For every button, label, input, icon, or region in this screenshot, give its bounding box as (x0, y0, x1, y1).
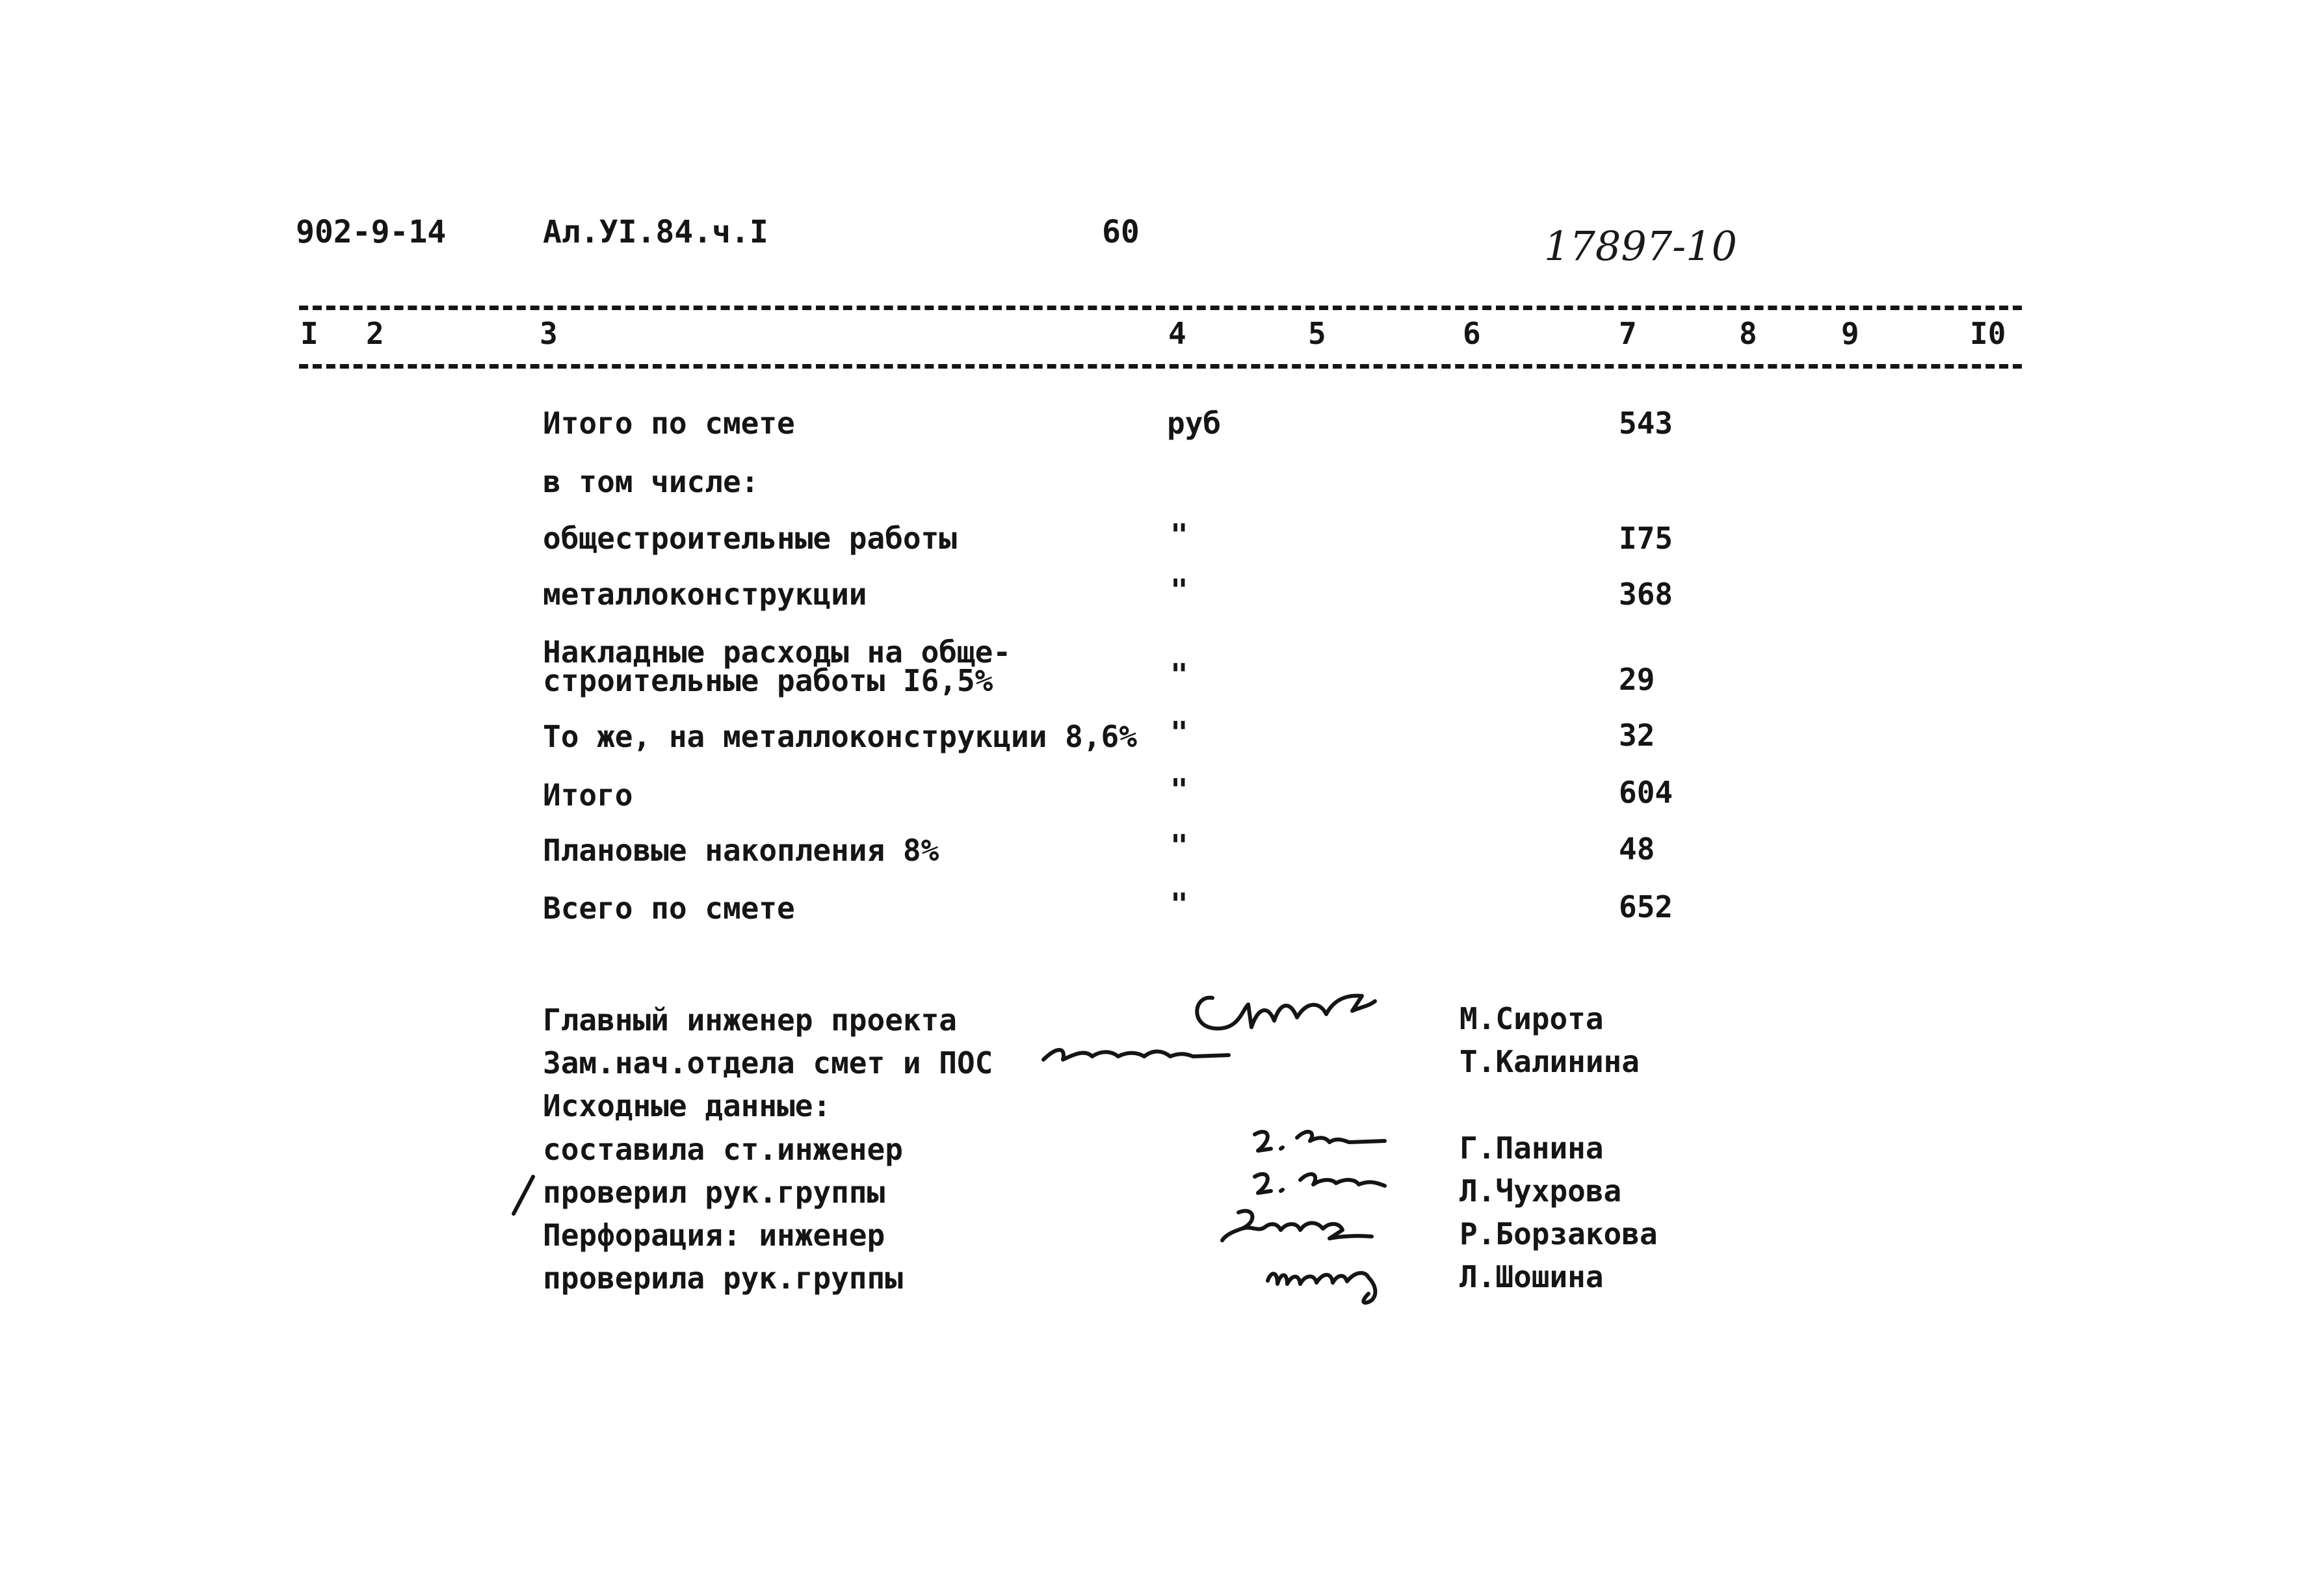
row-label: Всего по смете (543, 891, 795, 926)
row-unit: " (1170, 828, 1188, 863)
column-header-2: 2 (366, 316, 384, 351)
column-header-10: I0 (1970, 316, 2006, 351)
row-label: металлоконструкции (543, 577, 867, 612)
row-value: 652 (1619, 889, 1673, 924)
role-chief-engineer: Главный инженер проекта (543, 1002, 957, 1038)
row-value: 48 (1619, 831, 1655, 867)
row-label: в том числе: (543, 464, 759, 499)
role-deputy-head: Зам.нач.отдела смет и ПОС (543, 1045, 993, 1080)
row-value: I75 (1619, 521, 1673, 556)
signature-panina-1 (1245, 1121, 1394, 1160)
row-unit: " (1170, 657, 1188, 692)
stamp-number: 17897-10 (1544, 222, 1738, 270)
row-label: То же, на металлоконструкции 8,6% (543, 719, 1137, 754)
row-unit: " (1170, 517, 1188, 553)
row-unit: " (1170, 715, 1188, 750)
role-checked-by: проверил рук.группы (543, 1175, 885, 1210)
row-unit: руб (1167, 406, 1222, 441)
row-label-line-2: строительные работы I6,5% (543, 663, 993, 698)
name-shoshina: Л.Шошина (1460, 1259, 1604, 1294)
name-sirota: М.Сирота (1460, 1001, 1604, 1036)
signature-sirota (1186, 982, 1381, 1040)
row-value: 604 (1619, 775, 1673, 810)
name-chukhrova: Л.Чухрова (1460, 1173, 1622, 1209)
row-label-line-1: Накладные расходы на обще- (543, 634, 1012, 670)
row-label: Итого по смете (543, 406, 795, 441)
signature-shoshina (1261, 1258, 1411, 1310)
name-borzakova: Р.Борзакова (1460, 1216, 1658, 1251)
role-compiled-by: составила ст.инженер (543, 1132, 903, 1167)
row-value: 29 (1619, 662, 1655, 697)
name-kalinina: Т.Калинина (1460, 1044, 1640, 1079)
name-panina: Г.Панина (1460, 1131, 1604, 1166)
row-value: 368 (1619, 577, 1673, 612)
role-perforation: Перфорация: инженер (543, 1218, 885, 1253)
signature-borzakova (1219, 1203, 1388, 1251)
row-label: Итого (543, 778, 633, 813)
column-header-8: 8 (1739, 316, 1757, 351)
column-header-9: 9 (1841, 316, 1859, 351)
signature-kalinina (1040, 1037, 1235, 1069)
signature-panina-2 (1245, 1164, 1394, 1203)
album-reference: Ал.УI.84.ч.I (543, 214, 768, 250)
role-perforation-checked: проверила рук.группы (543, 1261, 903, 1296)
row-label: Плановые накопления 8% (543, 833, 939, 868)
row-value: 32 (1619, 718, 1655, 753)
page-number: 60 (1102, 214, 1140, 250)
row-value: 543 (1619, 406, 1673, 441)
row-label: общестроительные работы (543, 521, 957, 556)
document-code: 902-9-14 (296, 214, 447, 250)
header-top-rule (299, 306, 2022, 310)
column-header-6: 6 (1463, 316, 1481, 351)
column-header-1: I (300, 316, 319, 351)
row-unit: " (1170, 772, 1188, 807)
column-header-4: 4 (1168, 316, 1186, 351)
role-source-data: Исходные данные: (543, 1088, 831, 1123)
header-bottom-rule (299, 364, 2022, 369)
column-header-5: 5 (1308, 316, 1326, 351)
row-unit: " (1170, 887, 1188, 922)
check-mark-slash (507, 1173, 540, 1219)
row-unit: " (1170, 573, 1188, 608)
column-header-3: 3 (540, 316, 558, 351)
column-header-7: 7 (1619, 316, 1637, 351)
